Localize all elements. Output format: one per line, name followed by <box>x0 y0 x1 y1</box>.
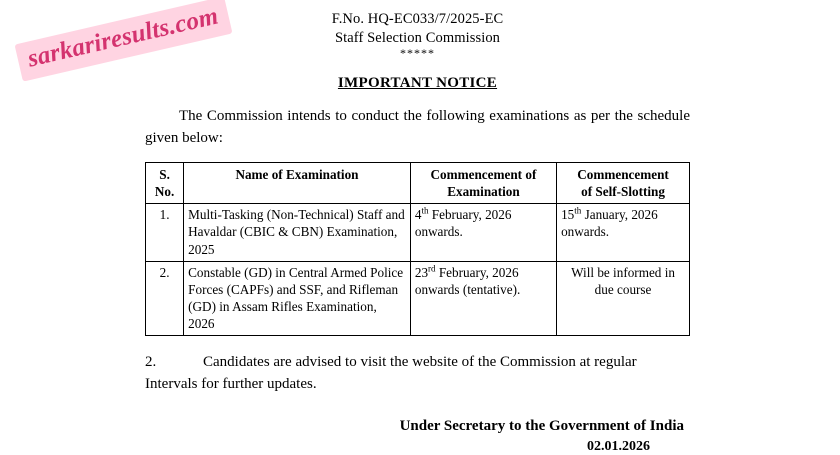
commencement-day: 4 <box>414 207 422 223</box>
column-header-sno <box>146 162 184 203</box>
intro-paragraph <box>145 106 690 150</box>
column-header-commencement <box>410 162 556 203</box>
organization-name: Staff Selection Commission <box>334 29 501 46</box>
examination-schedule-table <box>145 162 690 336</box>
column-header-self-slotting-line1: Commencement <box>577 166 669 182</box>
file-number: F.No. HQ-EC033/7/2025-EC <box>331 11 504 27</box>
column-header-self-slotting <box>557 162 690 203</box>
cell-commencement <box>410 204 556 261</box>
table-header <box>146 162 690 203</box>
table-row <box>146 261 690 336</box>
table-header-row <box>146 162 690 203</box>
commencement-rest: February, 2026 onwards. <box>414 207 512 240</box>
commencement-rest: February, 2026 onwards (tentative). <box>414 264 521 297</box>
column-header-commencement-line2: Examination <box>447 184 520 200</box>
column-header-exam-name: Name of Examination <box>184 162 411 203</box>
commencement-ordinal-suffix: th <box>421 205 429 216</box>
cell-commencement <box>410 261 556 336</box>
advisory-paragraph-number: 2. <box>145 354 157 371</box>
document-header <box>145 10 690 61</box>
slotting-rest: January, 2026 onwards. <box>561 207 658 240</box>
cell-exam-name: Constable (GD) in Central Armed Police Forces (CAPFs) and SSF, and Rifleman (GD) in Assam Rifles Examination, 2026 <box>184 261 411 336</box>
column-header-self-slotting-line2: of Self-Slotting <box>581 184 665 200</box>
column-header-sno-line1: S. <box>159 166 170 182</box>
column-header-commencement-line1: Commencement of <box>430 166 537 182</box>
notice-title: IMPORTANT NOTICE <box>337 75 498 92</box>
cell-sno: 2. <box>146 261 184 336</box>
watermark: sarkariresults.com <box>14 0 232 82</box>
cell-exam-name: Multi-Tasking (Non-Technical) Staff and Havaldar (CBIC & CBN) Examination, 2025 <box>184 204 411 261</box>
slotting-rest: Will be informed in due course <box>571 264 675 297</box>
advisory-paragraph <box>145 352 690 396</box>
cell-self-slotting <box>557 204 690 261</box>
header-separator-stars: ***** <box>400 46 435 61</box>
signature-designation: Under Secretary to the Government of India <box>399 417 684 434</box>
column-header-sno-line2: No. <box>154 184 175 200</box>
advisory-paragraph-text: Candidates are advised to visit the website of the Commission at regular Intervals for further updates. <box>145 354 637 393</box>
intro-text: The Commission intends to conduct the following examinations as per the schedule given below: <box>145 108 690 147</box>
table-body <box>146 204 690 336</box>
slotting-ordinal-suffix: th <box>574 205 582 216</box>
cell-sno: 1. <box>146 204 184 261</box>
signature-date: 02.01.2026 <box>587 438 650 454</box>
commencement-ordinal-suffix: rd <box>428 263 436 274</box>
table-row <box>146 204 690 261</box>
commencement-day: 23 <box>414 264 429 280</box>
cell-self-slotting <box>557 261 690 336</box>
slotting-day: 15 <box>561 207 575 223</box>
